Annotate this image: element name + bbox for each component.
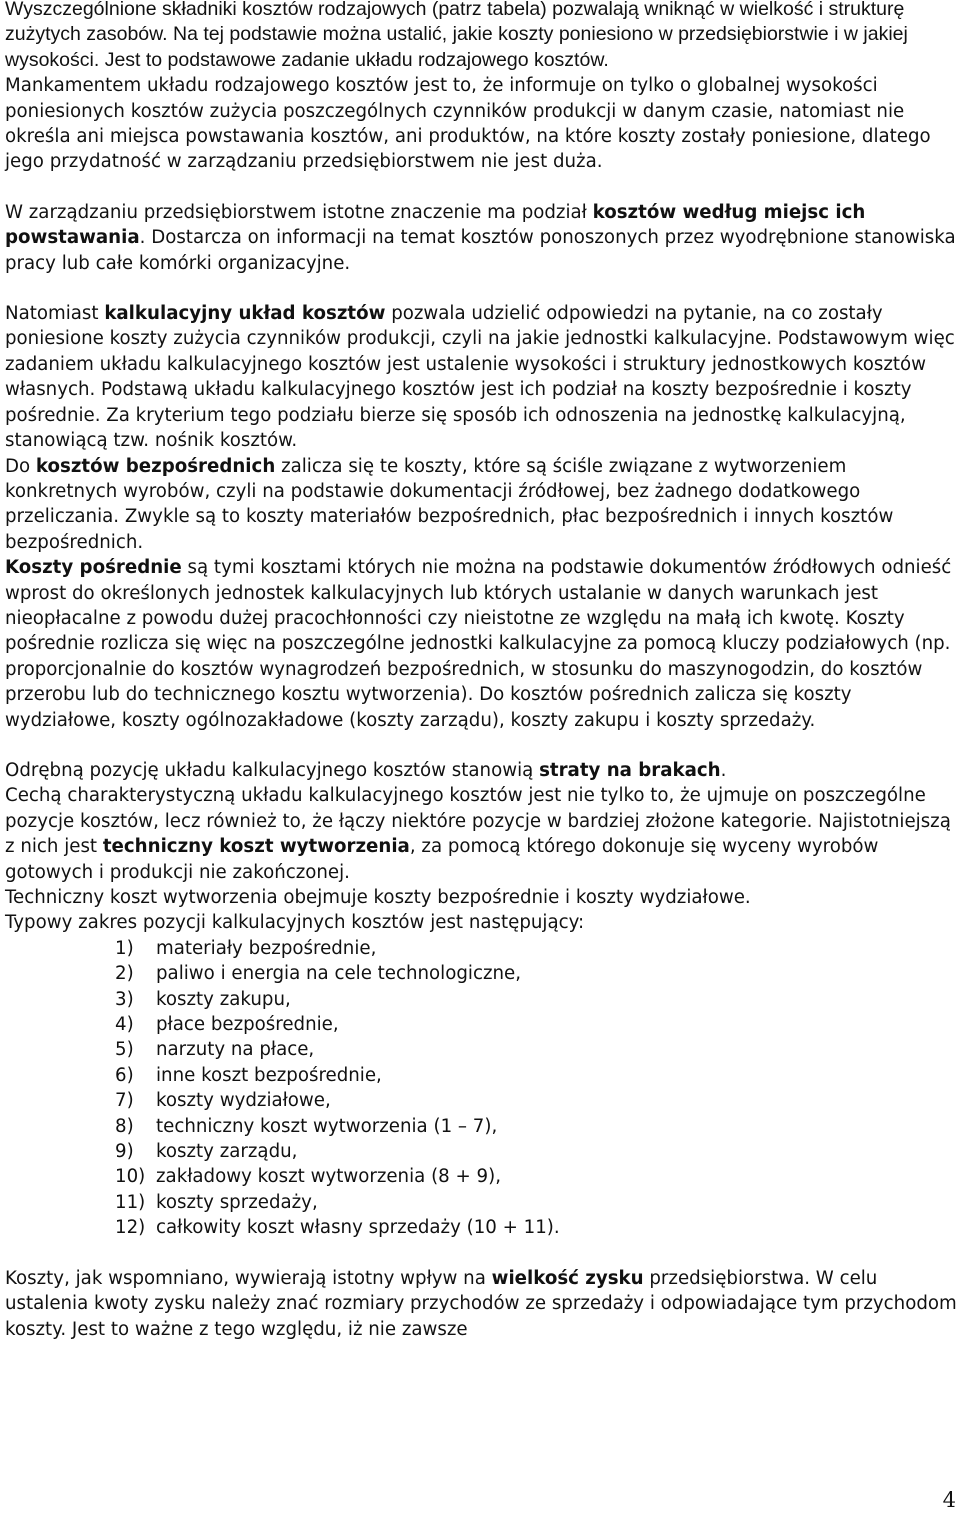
paragraph-cost-centers (5, 200, 957, 276)
paragraph-text: Koszty, jak wspomniano, wywierają istotny wpływ na (5, 1267, 492, 1289)
list-item (115, 1164, 957, 1189)
list-item-number: 11) (115, 1191, 146, 1213)
emphasis-term: kalkulacyjny układ kosztów (104, 303, 386, 325)
list-item-text: koszty wydziałowe, (156, 1090, 331, 1112)
paragraph-text: zalicza się te koszty, które są ściśle związane z wytworzeniem konkretnych wyrobów, czyli na podstawie dokumentacji źródłowej, bez żadnego dodatkowego przeliczania. Zwykle są to koszty materiałów bezpośrednich, płac bezpośrednich i innych kosztów bezpośrednich. (5, 455, 894, 553)
list-item-number: 6) (115, 1064, 134, 1086)
paragraph-text: Do (5, 455, 36, 477)
paragraph-indirect-costs (5, 555, 957, 733)
paragraph-drawbacks: Mankamentem układu rodzajowego kosztów jest to, że informuje on tylko o globalnej wysokości poniesionych kosztów zużycia poszczególnych czynników produkcji w danym czasie, natomiast nie określa ani miejsca powstawania kosztów, ani produktów, na które koszty zostały poniesione, dlatego jego przydatność w zarządzaniu przedsiębiorstwem nie jest duża. (5, 75, 931, 173)
paragraph-text: Natomiast (5, 303, 105, 325)
list-item (115, 1037, 957, 1062)
list-item-text: zakładowy koszt wytworzenia (8 + 9), (156, 1166, 501, 1188)
emphasis-term: Koszty pośrednie (5, 557, 182, 579)
list-item-number: 1) (115, 937, 134, 959)
document-page (5, 0, 957, 1342)
paragraph-gap (5, 733, 957, 758)
emphasis-term: wielkość zysku (491, 1267, 644, 1289)
list-item-text: całkowity koszt własny sprzedaży (10 + 11). (156, 1217, 560, 1239)
list-item-text: materiały bezpośrednie, (156, 937, 377, 959)
list-item-text: inne koszt bezpośrednie, (156, 1064, 382, 1086)
list-item (115, 1088, 957, 1113)
paragraph-profit (5, 1266, 957, 1342)
page-number: 4 (942, 1488, 956, 1512)
list-item (115, 1012, 957, 1037)
list-item-text: koszty zakupu, (156, 988, 291, 1010)
list-item-number: 2) (115, 963, 134, 985)
paragraph-gap (5, 276, 957, 301)
paragraph-text: , za pomocą którego dokonuje się wyceny wyrobów gotowych i produkcji nie zakończonej. (5, 836, 879, 883)
list-item (115, 1139, 957, 1164)
list-item-number: 10) (115, 1166, 146, 1188)
paragraph-text: są tymi kosztami których nie można na podstawie dokumentów źródłowych odnieść wprost do określonych jednostek kalkulacyjnych lub których ustalanie w danych warunkach jest nieopłacalne z powodu dużej pracochłonności czy nieistotne ze względu na małą ich kwotę. Koszty pośrednie rozlicza się więc na poszczególne jednostki kalkulacyjne za pomocą kluczy podziałowych (np. proporcjonalnie do kosztów wynagrodzeń bezpośrednich, w stosunku do maszynogodzin, do kosztów przerobu lub do technicznego kosztu wytworzenia). Do kosztów pośrednich zalicza się koszty wydziałowe, koszty ogólnozakładowe (koszty zarządu), koszty zakupu i koszty sprzedaży. (5, 557, 952, 731)
cost-items-list (5, 936, 957, 1241)
paragraph-scrap-losses (5, 758, 957, 783)
paragraph-direct-costs (5, 454, 957, 556)
list-item (115, 1114, 957, 1139)
list-item-number: 4) (115, 1014, 134, 1036)
list-item-text: koszty sprzedaży, (156, 1191, 318, 1213)
emphasis-term: straty na brakach (539, 759, 721, 781)
list-item (115, 1215, 957, 1240)
list-item (115, 1190, 957, 1215)
list-item-number: 7) (115, 1090, 134, 1112)
paragraph-text: przedsiębiorstwa. W celu ustalenia kwoty zysku należy znać rozmiary przychodów ze sprzedaży i odpowiadające tym przychodom koszty. Jest to ważne z tego względu, iż nie zawsze (5, 1267, 957, 1340)
paragraph-text: W zarządzaniu przedsiębiorstwem istotne znaczenie ma podział (5, 201, 593, 223)
list-item-number: 8) (115, 1115, 134, 1137)
list-item-text: płace bezpośrednie, (156, 1014, 339, 1036)
paragraph-text: pozwala udzielić odpowiedzi na pytanie, na co zostały poniesione koszty zużycia czynników produkcji, czyli na jakie jednostki kalkulacyjne. Podstawowym więc zadaniem układu kalkulacyjnego kosztów jest ustalenie wysokości i struktury jednostkowych kosztów własnych. Podstawą układu kalkulacyjnego kosztów jest ich podział na koszty bezpośrednie i koszty pośrednie. Za kryterium tego podziału bierze się sposób ich odnoszenia na jednostkę kalkulacyjną, stanowiącą tzw. nośnik kosztów. (5, 303, 955, 452)
list-item-number: 3) (115, 988, 134, 1010)
list-item-text: koszty zarządu, (156, 1141, 298, 1163)
list-item-text: paliwo i energia na cele technologiczne, (156, 963, 521, 985)
paragraph-technical-cost-scope: Techniczny koszt wytworzenia obejmuje koszty bezpośrednie i koszty wydziałowe. (5, 887, 751, 908)
list-item (115, 987, 957, 1012)
list-item-text: techniczny koszt wytworzenia (1 – 7), (156, 1115, 498, 1137)
paragraph-text: . Dostarcza on informacji na temat kosztów ponoszonych przez wyodrębnione stanowiska pracy lub całe komórki organizacyjne. (5, 227, 956, 274)
emphasis-term: techniczny koszt wytworzenia (102, 836, 410, 858)
paragraph-cost-components: Wyszczególnione składniki kosztów rodzajowych (patrz tabela) pozwalają wniknąć w wielkość i strukturę zużytych zasobów. Na tej podstawie można ustalić, jakie koszty poniesiono w przedsiębiorstwie i w jakiej wysokości. Jest to podstawowe zadanie układu rodzajowego kosztów. (5, 0, 908, 71)
paragraph-calculation-layout (5, 301, 957, 453)
list-item-number: 9) (115, 1141, 134, 1163)
paragraph-text: . (720, 759, 727, 781)
paragraph-list-intro: Typowy zakres pozycji kalkulacyjnych kosztów jest następujący: (5, 912, 585, 934)
paragraph-gap (5, 1241, 957, 1266)
emphasis-term: kosztów według miejsc ich powstawania (5, 201, 866, 249)
list-item (115, 936, 957, 961)
list-item-text: narzuty na płace, (156, 1039, 315, 1061)
paragraph-text: Cechą charakterystyczną układu kalkulacyjnego kosztów jest nie tylko to, że ujmuje on poszczególne pozycje kosztów, lecz również to, że łączy niektóre pozycje w bardziej złożone kategorie. Najistotniejszą z nich jest (5, 785, 951, 858)
paragraph-text: Odrębną pozycję układu kalkulacyjnego kosztów stanowią (5, 759, 540, 781)
emphasis-term: kosztów bezpośrednich (35, 455, 276, 477)
paragraph-gap (5, 175, 957, 200)
paragraph-technical-cost (5, 783, 957, 885)
list-item (115, 1063, 957, 1088)
list-item-number: 12) (115, 1217, 146, 1239)
list-item-number: 5) (115, 1039, 134, 1061)
list-item (115, 961, 957, 986)
